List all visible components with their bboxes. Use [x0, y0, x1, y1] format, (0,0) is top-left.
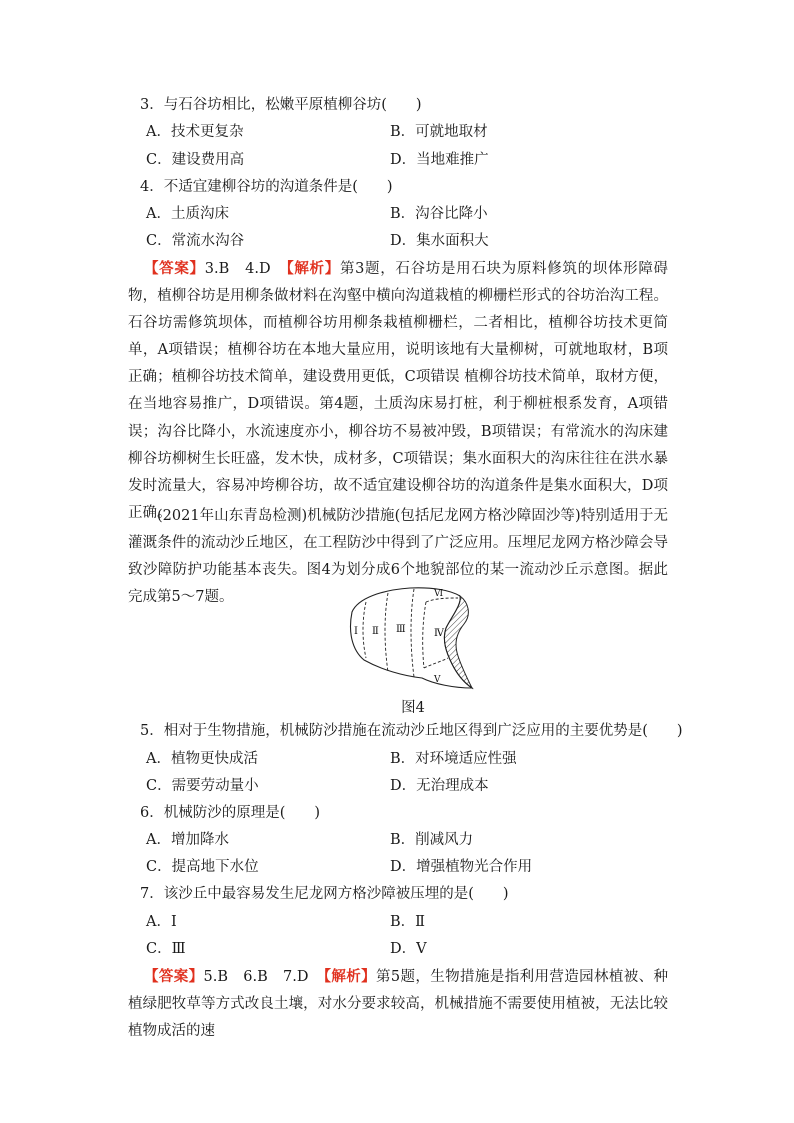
boundary-2	[385, 593, 388, 672]
question-4-stem: 4．不适宜建柳谷坊的沟道条件是( )	[140, 179, 393, 195]
region-label-5: Ⅴ	[434, 675, 441, 685]
question-5-option-d: D．无治理成本	[390, 778, 489, 794]
question-7-option-d: D．Ⅴ	[390, 941, 427, 957]
boundary-3	[411, 589, 414, 677]
question-7-stem: 7．该沙丘中最容易发生尼龙网方格沙障被压埋的是( )	[140, 886, 509, 902]
question-5-stem: 5．相对于生物措施，机械防沙措施在流动沙丘地区得到广泛应用的主要优势是( )	[140, 723, 683, 739]
question-4-option-b: B．沟谷比降小	[390, 206, 488, 222]
question-6-option-b: B．削减风力	[390, 832, 474, 848]
question-6-stem: 6．机械防沙的原理是( )	[140, 805, 321, 821]
region-label-2: Ⅱ	[372, 626, 379, 637]
answer-block-3-4	[128, 255, 668, 527]
question-4-option-d: D．集水面积大	[390, 233, 489, 249]
question-7-option-c: C．Ⅲ	[146, 941, 186, 957]
material-paragraph: (2021年山东青岛检测)机械防沙措施(包括尼龙网方格沙障固沙等)特别适用于无灌溉条件的流动沙丘地区，在工程防沙中得到了广泛应用。压埋尼龙网方格沙障会导致沙障防护功能基本丧失。图4为划分成6个地貌部位的某一流动沙丘示意图。据此完成第5～7题。	[128, 508, 668, 606]
boundary-1	[363, 602, 366, 658]
question-7-option-a: A．Ⅰ	[146, 914, 177, 930]
question-4-option-a: A．土质沟床	[146, 206, 229, 222]
question-4-option-c: C．常流水沟谷	[146, 233, 245, 249]
question-3-option-a: A．技术更复杂	[146, 124, 244, 140]
question-3-stem: 3．与石谷坊相比，松嫩平原植柳谷坊( )	[140, 97, 422, 113]
question-6-option-a: A．增加降水	[146, 832, 229, 848]
analysis-text: 第3题，石谷坊是用石块为原料修筑的坝体形障碍物，植柳谷坊是用柳条做材料在沟壑中横向沟道栽植的柳栅栏形式的谷坊治沟工程。石谷坊需修筑坝体，而植柳谷坊用柳条栽植柳栅栏，二者相比，植柳谷坊技术更简单，A项错误；植柳谷坊在本地大量应用，说明该地有大量柳树，可就地取材，B项正确；植柳谷坊技术简单，建设费用更低，C项错误 植柳谷坊技术简单，取材方便，在当地容易推广，D项错误。第4题，土质沟床易打桩，利于柳桩根系发育，A项错误；沟谷比降小，水流速度亦小，柳谷坊不易被冲毁，B项错误；有常流水的沟床建柳谷坊柳树生长旺盛，发木快，成材多，C项错误；集水面积大的沟床往往在洪水暴发时流量大，容易冲垮柳谷坊，故不适宜建设柳谷坊的沟道条件是集水面积大，D项正确。	[128, 261, 669, 521]
answer-tag: 【答案】	[144, 260, 205, 277]
region-label-4: Ⅳ	[434, 628, 444, 639]
question-6-option-d: D．增强植物光合作用	[390, 859, 533, 875]
region-label-3: Ⅲ	[396, 624, 406, 635]
boundary-6	[423, 602, 426, 668]
region-label-6: Ⅵ	[434, 589, 444, 599]
region-label-1: Ⅰ	[354, 626, 358, 637]
answer-tag: 【答案】	[144, 968, 204, 985]
question-3-option-d: D．当地难推广	[390, 152, 489, 168]
answer-values: 5.B 6.B 7.D	[203, 969, 324, 985]
question-5-option-a: A．植物更快成活	[146, 751, 258, 767]
question-6-option-c: C．提高地下水位	[146, 859, 259, 875]
question-3-option-b: B．可就地取材	[390, 124, 488, 140]
analysis-tag: 【解析】	[323, 968, 377, 985]
answer-values: 3.B 4.D	[204, 261, 287, 277]
question-7-option-b: B．Ⅱ	[390, 914, 426, 930]
boundary-5	[424, 658, 448, 668]
sand-dune-diagram	[340, 584, 482, 690]
question-5-option-b: B．对环境适应性强	[390, 751, 517, 767]
figure-caption: 图4	[401, 700, 425, 716]
analysis-tag: 【解析】	[286, 260, 340, 277]
answer-block-5-7	[128, 963, 668, 1045]
question-3-option-c: C．建设费用高	[146, 152, 245, 168]
question-5-option-c: C．需要劳动量小	[146, 778, 259, 794]
slip-face-hatched	[444, 596, 472, 688]
analysis-text: 第5题，生物措施是指利用营造园林植被、种植绿肥牧草等方式改良土壤，对水分要求较高，机械措施不需要使用植被，无法比较植物成活的速	[128, 969, 669, 1040]
